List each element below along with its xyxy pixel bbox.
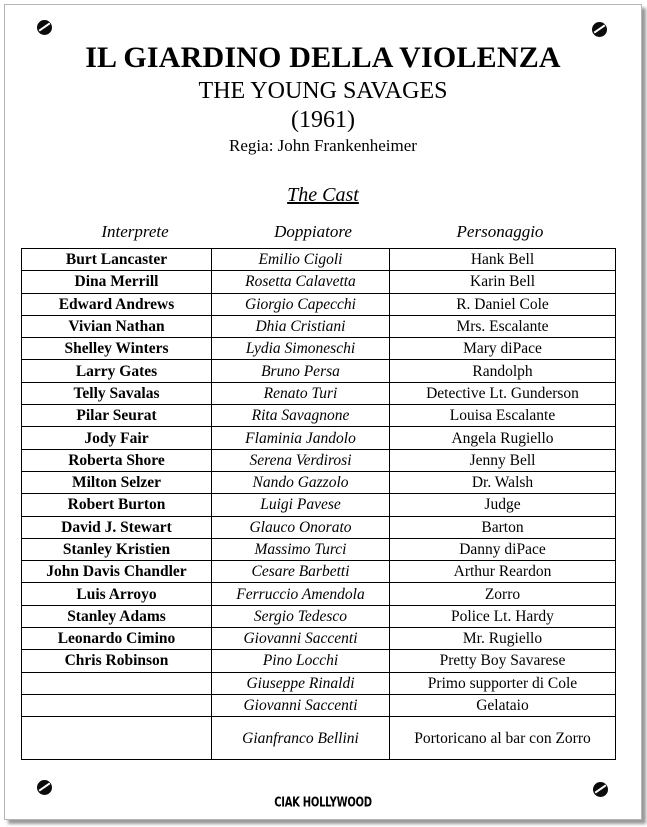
role-cell: Angela Rugiello bbox=[390, 427, 616, 449]
actor-cell: Milton Selzer bbox=[22, 471, 212, 493]
dubber-cell: Ferruccio Amendola bbox=[212, 583, 390, 605]
dubber-cell: Serena Verdirosi bbox=[212, 449, 390, 471]
actor-cell: David J. Stewart bbox=[22, 516, 212, 538]
dubber-cell: Glauco Onorato bbox=[212, 516, 390, 538]
table-row bbox=[22, 561, 616, 583]
cast-heading: The Cast bbox=[287, 184, 359, 206]
ciak-hollywood-logo: CIAK HOLLYWOOD bbox=[274, 796, 372, 811]
table-row bbox=[22, 583, 616, 605]
table-row bbox=[22, 717, 616, 760]
actor-cell bbox=[22, 672, 212, 694]
role-cell: Mary diPace bbox=[390, 338, 616, 360]
dubber-cell: Gianfranco Bellini bbox=[212, 717, 390, 760]
role-cell: Randolph bbox=[390, 360, 616, 382]
table-row bbox=[22, 360, 616, 382]
dubber-cell: Rosetta Calavetta bbox=[212, 271, 390, 293]
role-cell: Zorro bbox=[390, 583, 616, 605]
dubber-cell: Pino Locchi bbox=[212, 650, 390, 672]
dubber-cell: Renato Turi bbox=[212, 382, 390, 404]
table-row bbox=[22, 516, 616, 538]
table-row bbox=[22, 672, 616, 694]
role-cell: Louisa Escalante bbox=[390, 405, 616, 427]
actor-cell: Luis Arroyo bbox=[22, 583, 212, 605]
original-title: THE YOUNG SAVAGES bbox=[198, 78, 448, 104]
actor-cell bbox=[22, 694, 212, 716]
dubber-cell: Giuseppe Rinaldi bbox=[212, 672, 390, 694]
actor-cell: Edward Andrews bbox=[22, 293, 212, 315]
role-cell: Gelataio bbox=[390, 694, 616, 716]
table-row bbox=[22, 293, 616, 315]
dubber-cell: Giovanni Saccenti bbox=[212, 628, 390, 650]
actor-cell: Chris Robinson bbox=[22, 650, 212, 672]
dubber-cell: Bruno Persa bbox=[212, 360, 390, 382]
table-row bbox=[22, 315, 616, 337]
role-cell: Mr. Rugiello bbox=[390, 628, 616, 650]
actor-cell: Stanley Adams bbox=[22, 605, 212, 627]
dubber-cell: Nando Gazzolo bbox=[212, 471, 390, 493]
dubber-cell: Sergio Tedesco bbox=[212, 605, 390, 627]
role-cell: Pretty Boy Savarese bbox=[390, 650, 616, 672]
director-credit: Regia: John Frankenheimer bbox=[229, 136, 417, 155]
table-row bbox=[22, 494, 616, 516]
table-row bbox=[22, 694, 616, 716]
dubber-cell: Lydia Simoneschi bbox=[212, 338, 390, 360]
release-year: (1961) bbox=[291, 107, 355, 133]
dubber-cell: Cesare Barbetti bbox=[212, 561, 390, 583]
dubber-cell: Emilio Cigoli bbox=[212, 249, 390, 271]
role-cell: Dr. Walsh bbox=[390, 471, 616, 493]
actor-cell: Roberta Shore bbox=[22, 449, 212, 471]
actor-cell: Jody Fair bbox=[22, 427, 212, 449]
role-cell: Barton bbox=[390, 516, 616, 538]
actor-cell: Larry Gates bbox=[22, 360, 212, 382]
role-cell: Karin Bell bbox=[390, 271, 616, 293]
cast-table bbox=[21, 248, 616, 760]
column-header-role: Personaggio bbox=[456, 222, 544, 241]
dubber-cell: Giorgio Capecchi bbox=[212, 293, 390, 315]
role-cell: Judge bbox=[390, 494, 616, 516]
actor-cell bbox=[22, 717, 212, 760]
column-header-actor: Interprete bbox=[101, 222, 169, 241]
screw-bottom-left-icon bbox=[37, 780, 52, 795]
actor-cell: Dina Merrill bbox=[22, 271, 212, 293]
role-cell: Danny diPace bbox=[390, 538, 616, 560]
actor-cell: Vivian Nathan bbox=[22, 315, 212, 337]
table-row bbox=[22, 605, 616, 627]
table-row bbox=[22, 382, 616, 404]
role-cell: Arthur Reardon bbox=[390, 561, 616, 583]
table-row bbox=[22, 449, 616, 471]
screw-top-right-icon bbox=[592, 22, 607, 37]
table-row bbox=[22, 427, 616, 449]
table-row bbox=[22, 628, 616, 650]
table-row bbox=[22, 405, 616, 427]
screw-top-left-icon bbox=[37, 20, 52, 35]
actor-cell: Shelley Winters bbox=[22, 338, 212, 360]
role-cell: Jenny Bell bbox=[390, 449, 616, 471]
role-cell: Mrs. Escalante bbox=[390, 315, 616, 337]
actor-cell: Telly Savalas bbox=[22, 382, 212, 404]
role-cell: R. Daniel Cole bbox=[390, 293, 616, 315]
actor-cell: Leonardo Cimino bbox=[22, 628, 212, 650]
table-row bbox=[22, 538, 616, 560]
actor-cell: Robert Burton bbox=[22, 494, 212, 516]
film-title: IL GIARDINO DELLA VIOLENZA bbox=[85, 41, 561, 74]
dubber-cell: Luigi Pavese bbox=[212, 494, 390, 516]
role-cell: Hank Bell bbox=[390, 249, 616, 271]
table-row bbox=[22, 650, 616, 672]
role-cell: Portoricano al bar con Zorro bbox=[390, 717, 616, 760]
actor-cell: Burt Lancaster bbox=[22, 249, 212, 271]
dubber-cell: Massimo Turci bbox=[212, 538, 390, 560]
screw-bottom-right-icon bbox=[593, 782, 608, 797]
role-cell: Detective Lt. Gunderson bbox=[390, 382, 616, 404]
dubber-cell: Flaminia Jandolo bbox=[212, 427, 390, 449]
dubber-cell: Dhia Cristiani bbox=[212, 315, 390, 337]
role-cell: Police Lt. Hardy bbox=[390, 605, 616, 627]
table-row bbox=[22, 338, 616, 360]
dubber-cell: Giovanni Saccenti bbox=[212, 694, 390, 716]
column-header-dubber: Doppiatore bbox=[274, 222, 352, 241]
actor-cell: Stanley Kristien bbox=[22, 538, 212, 560]
actor-cell: John Davis Chandler bbox=[22, 561, 212, 583]
dubber-cell: Rita Savagnone bbox=[212, 405, 390, 427]
table-row bbox=[22, 271, 616, 293]
role-cell: Primo supporter di Cole bbox=[390, 672, 616, 694]
cast-card bbox=[4, 4, 642, 820]
actor-cell: Pilar Seurat bbox=[22, 405, 212, 427]
table-row bbox=[22, 471, 616, 493]
table-row bbox=[22, 249, 616, 271]
